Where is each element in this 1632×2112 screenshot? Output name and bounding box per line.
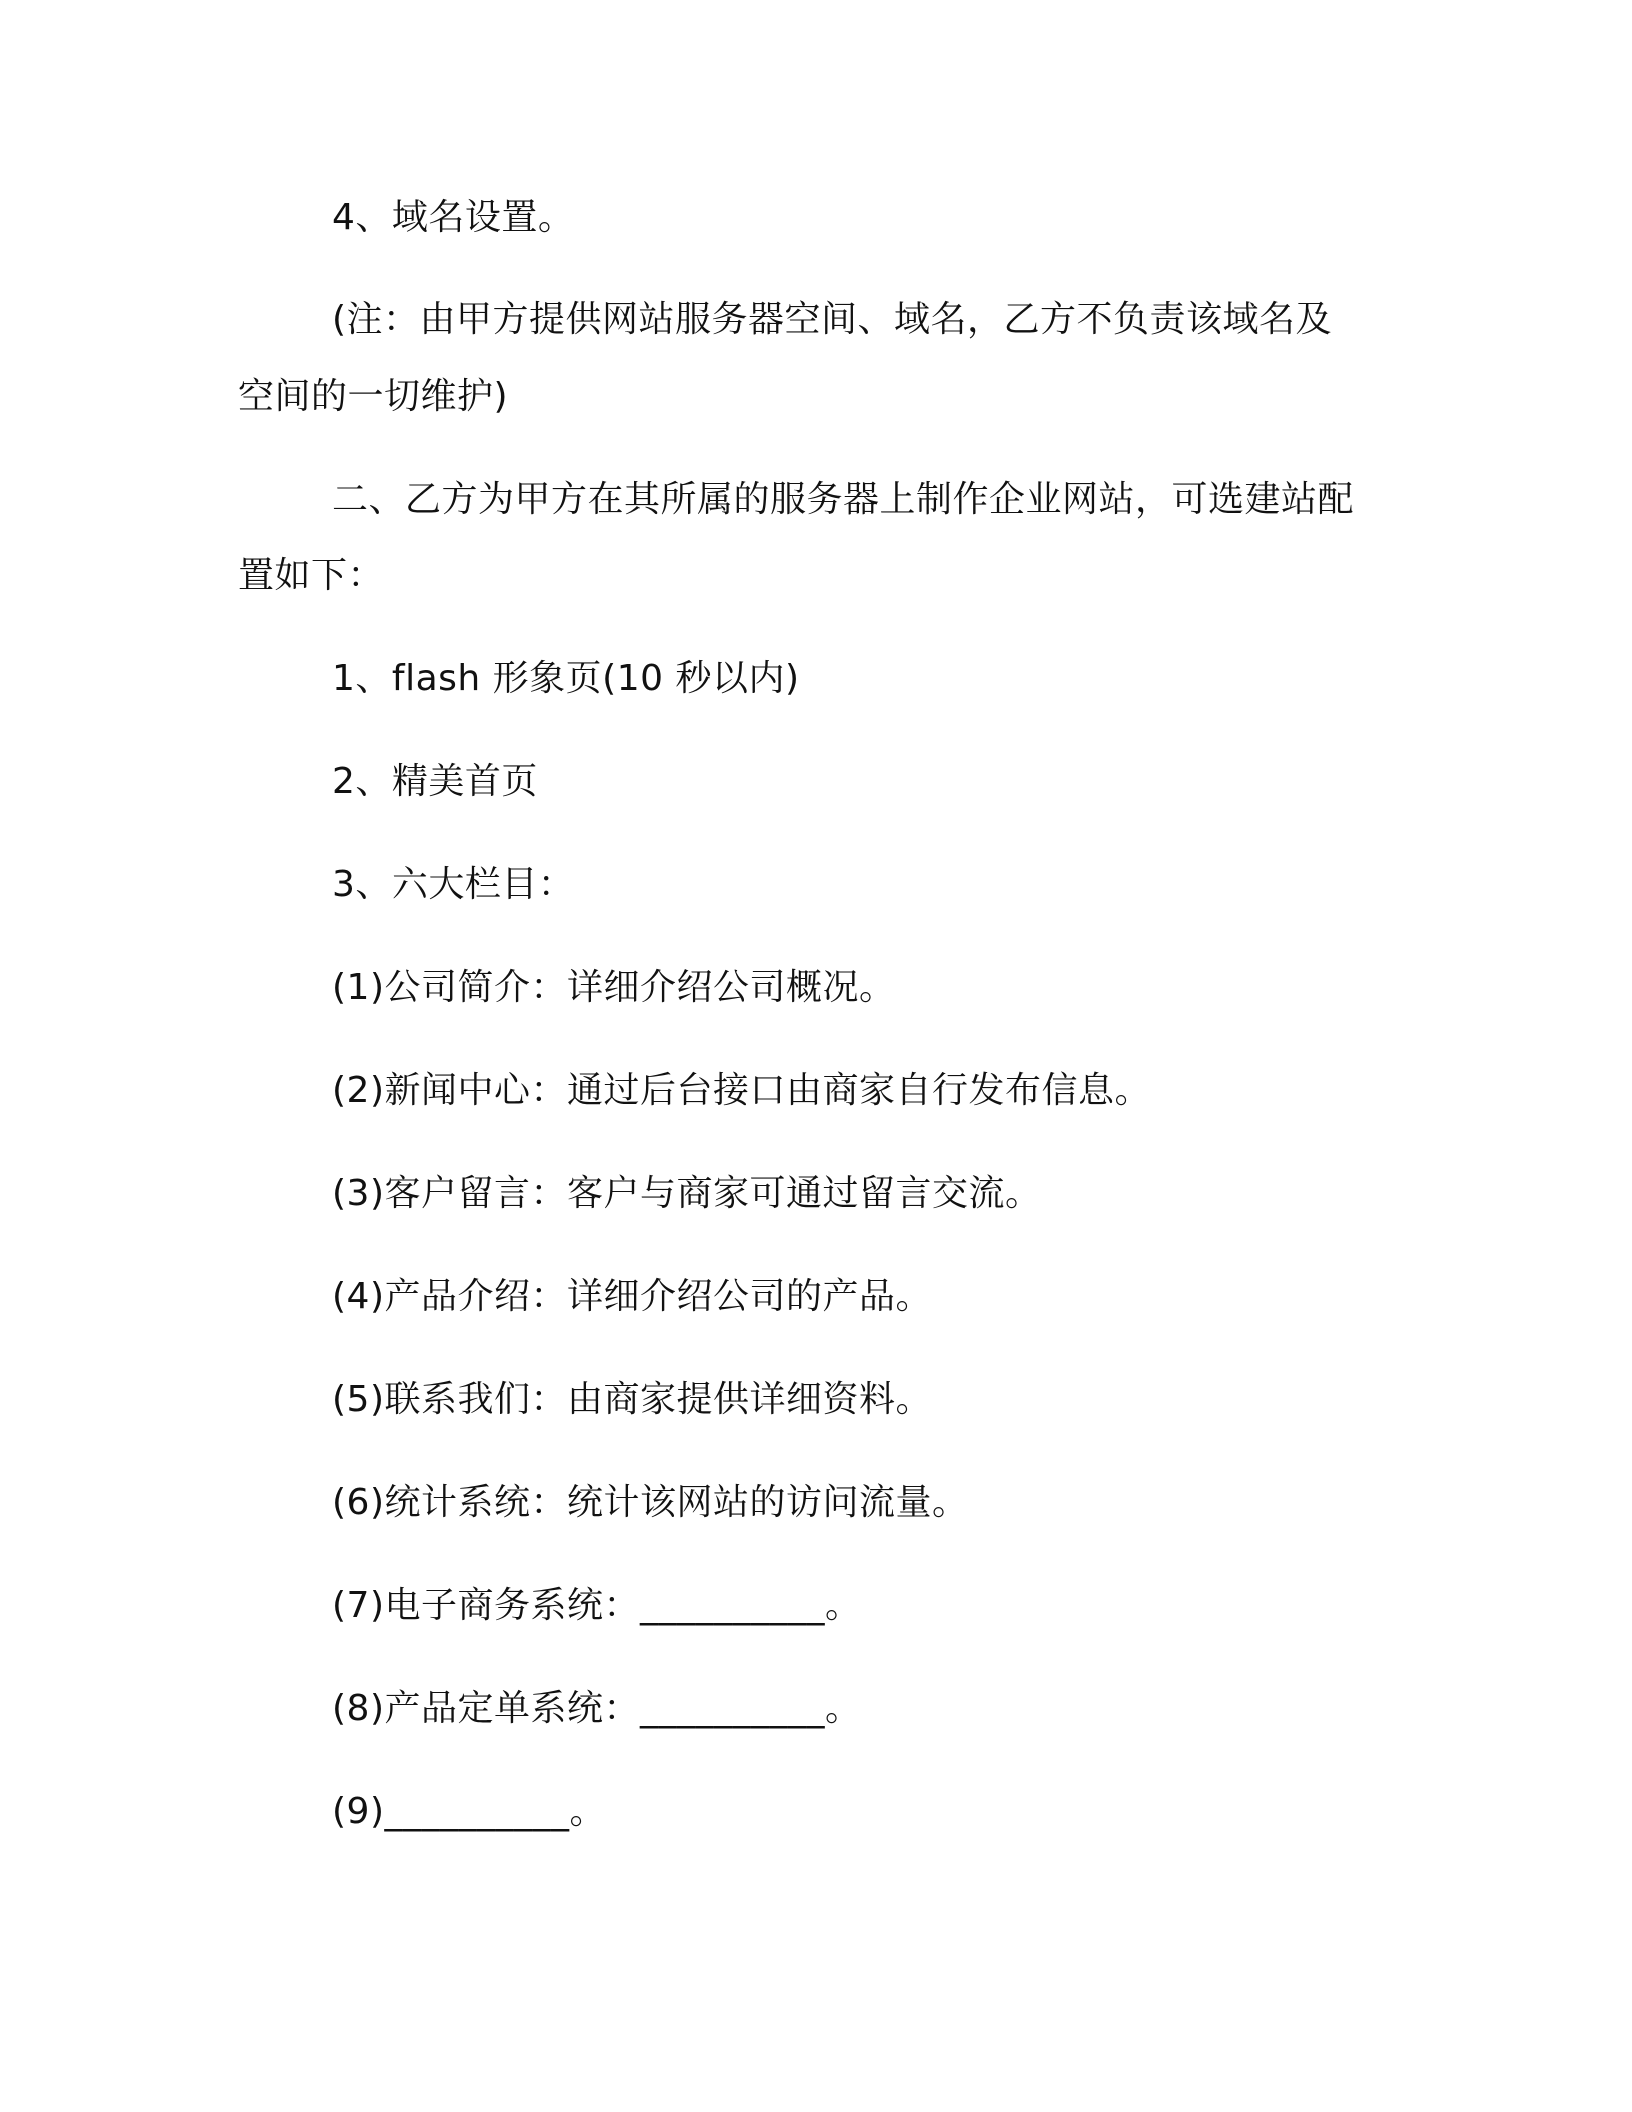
config-item-homepage: 2、精美首页 (332, 761, 538, 802)
section-two-line-1: 二、乙方为甲方在其所属的服务器上制作企业网站，可选建站配 (332, 479, 1355, 520)
domain-setting-item: 4、域名设置。 (332, 197, 575, 238)
column-item-company-intro: (1)公司简介：详细介绍公司概况。 (332, 967, 896, 1008)
column-item-order-system: (8)产品定单系统：__________。 (332, 1688, 862, 1729)
column-item-customer-message: (3)客户留言：客户与商家可通过留言交流。 (332, 1173, 1042, 1214)
column-item-blank: (9)__________。 (332, 1791, 606, 1832)
column-item-ecommerce: (7)电子商务系统：__________。 (332, 1585, 862, 1626)
config-item-columns: 3、六大栏目： (332, 864, 575, 905)
column-item-contact-us: (5)联系我们：由商家提供详细资料。 (332, 1379, 932, 1420)
note-line-2: 空间的一切维护) (238, 376, 509, 417)
config-item-flash: 1、flash 形象页(10 秒以内) (332, 658, 800, 699)
column-item-product-intro: (4)产品介绍：详细介绍公司的产品。 (332, 1276, 932, 1317)
column-item-news-center: (2)新闻中心：通过后台接口由商家自行发布信息。 (332, 1070, 1151, 1111)
section-two-line-2: 置如下： (238, 555, 385, 596)
column-item-statistics: (6)统计系统：统计该网站的访问流量。 (332, 1482, 969, 1523)
note-line-1: (注：由甲方提供网站服务器空间、域名，乙方不负责该域名及 (332, 299, 1333, 340)
